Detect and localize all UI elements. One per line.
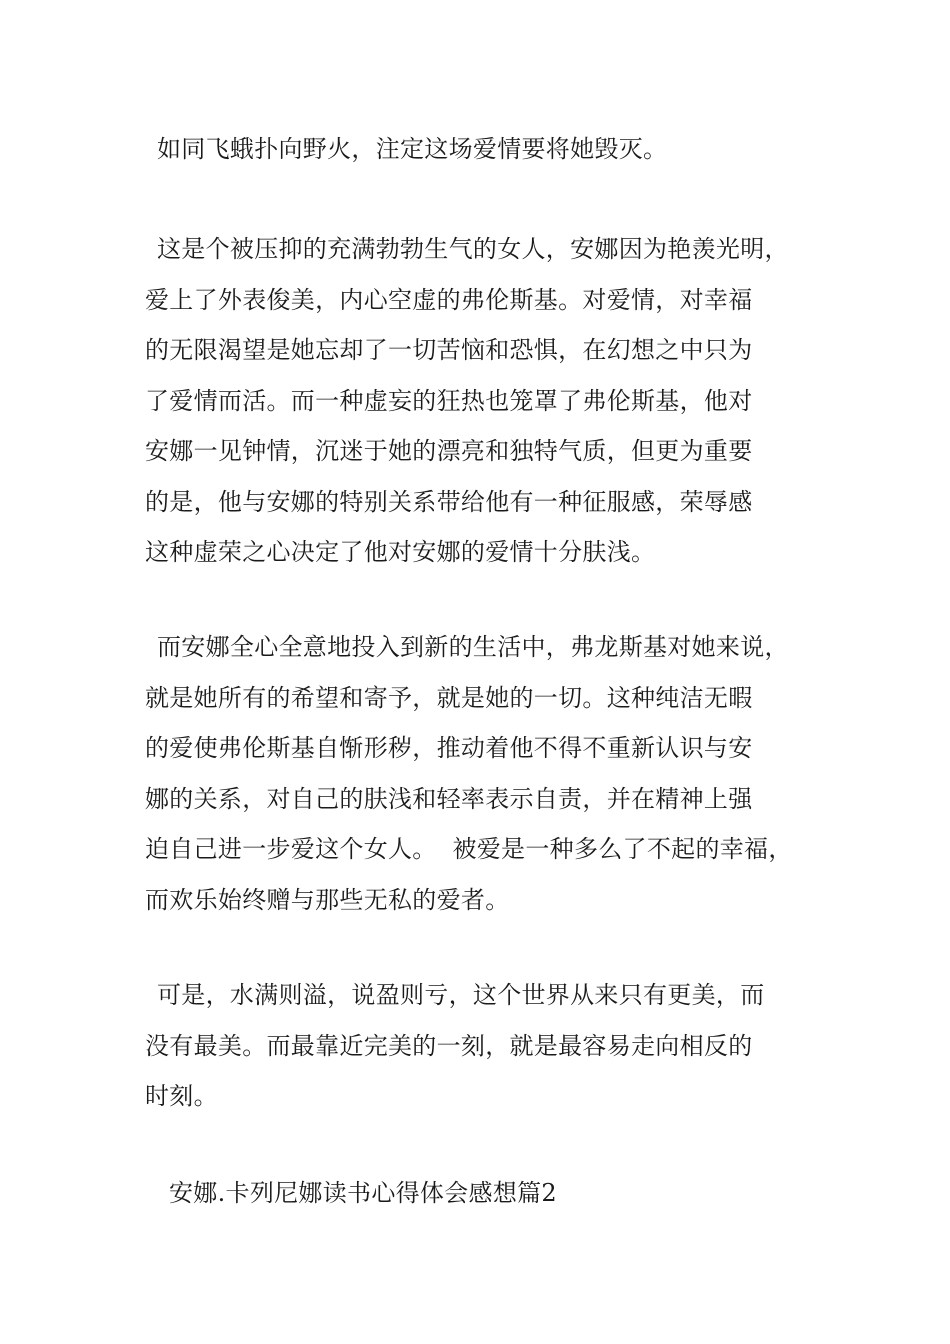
paragraph-line: 而安娜全心全意地投入到新的生活中，弗龙斯基对她来说， [157, 633, 789, 661]
paragraph-line: 时刻。 [145, 1082, 218, 1110]
paragraph-line: 可是，水满则溢，说盈则亏，这个世界从来只有更美，而 [157, 981, 765, 1009]
paragraph-line: 的爱使弗伦斯基自惭形秽，推动着他不得不重新认识与安 [145, 734, 753, 762]
paragraph-line: 爱上了外表俊美，内心空虚的弗伦斯基。对爱情，对幸福 [145, 285, 753, 314]
paragraph-line: 没有最美。而最靠近完美的一刻，就是最容易走向相反的 [145, 1031, 753, 1060]
paragraph-line: 这种虚荣之心决定了他对安娜的爱情十分肤浅。 [145, 538, 656, 566]
paragraph-3 [145, 622, 825, 925]
paragraph-4 [145, 970, 825, 1122]
section-heading [145, 1168, 825, 1219]
paragraph-line: 就是她所有的希望和寄予，就是她的一切。这种纯洁无暇 [145, 683, 753, 712]
paragraph-line: 如同飞蛾扑向野火，注定这场爱情要将她毁灭。 [157, 135, 668, 163]
paragraph-line: 娜的关系，对自己的肤浅和轻率表示自责，并在精神上强 [145, 784, 753, 813]
paragraph-line: 的无限渴望是她忘却了一切苦恼和恐惧，在幻想之中只为 [145, 336, 753, 364]
paragraph-line: 了爱情而活。而一种虚妄的狂热也笼罩了弗伦斯基，他对 [145, 386, 753, 415]
paragraph-line: 的是，他与安娜的特别关系带给他有一种征服感，荣辱感 [145, 487, 753, 516]
paragraph-line: 而欢乐始终赠与那些无私的爱者。 [145, 885, 510, 914]
paragraph-line: 安娜一见钟情，沉迷于她的漂亮和独特气质，但更为重要 [145, 437, 753, 465]
paragraph-2 [145, 224, 825, 578]
paragraph-1 [145, 124, 825, 175]
paragraph-line: 这是个被压抑的充满勃勃生气的女人，安娜因为艳羡光明， [157, 235, 789, 263]
paragraph-line: 迫自己进一步爱这个女人。 被爱是一种多么了不起的幸福， [145, 835, 793, 863]
section-heading-text: 安娜.卡列尼娜读书心得体会感想篇2 [169, 1179, 557, 1207]
